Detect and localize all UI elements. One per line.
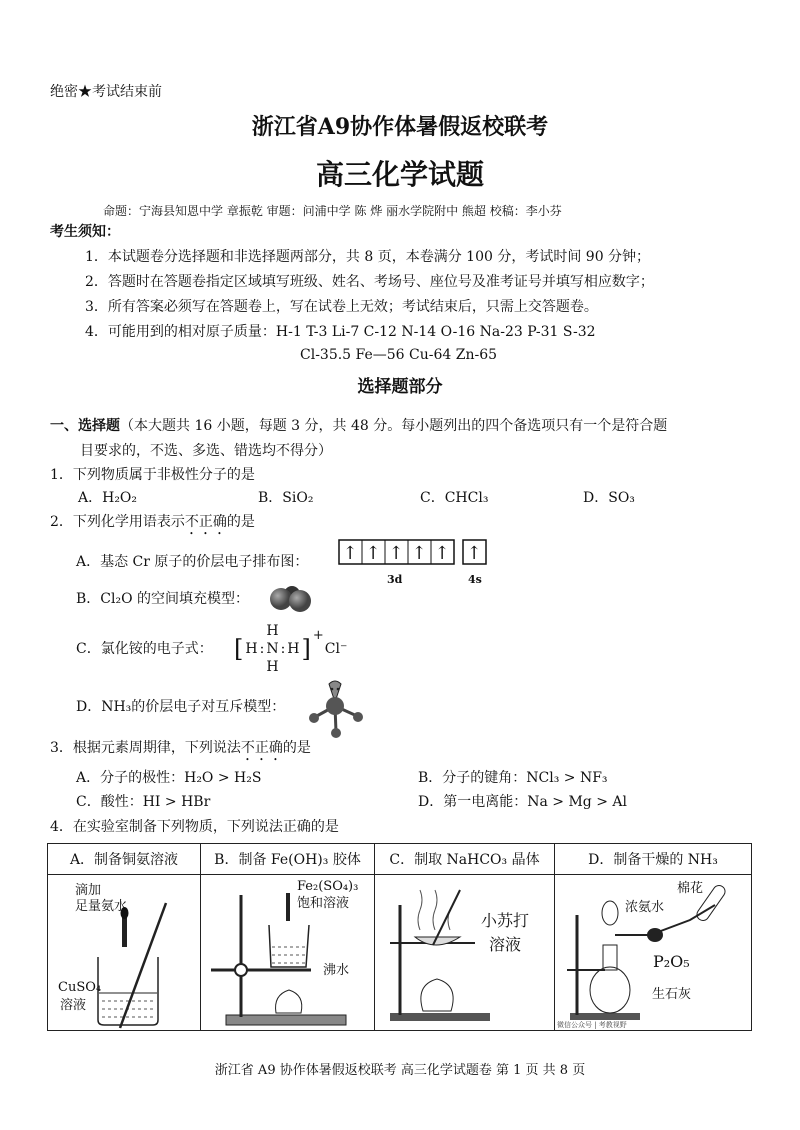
- label-ammonia: 足量氨水: [75, 899, 128, 914]
- apparatus-b: [201, 875, 375, 1031]
- section-intro-cont: 目要求的，不选、多选、错选均不得分）: [80, 443, 332, 459]
- cl-ion: Cl⁻: [324, 641, 348, 657]
- orbital-diagram: [338, 538, 508, 570]
- q1-stem: 1．下列物质属于非极性分子的是: [50, 467, 255, 483]
- q2-option-d: D．NH₃的价层电子对互斥模型：: [76, 699, 286, 715]
- q1-option-a: A．H₂O₂: [78, 490, 138, 506]
- apparatus-d: [555, 875, 752, 1031]
- svg-text:↑: ↑: [411, 543, 427, 564]
- colon-right: [279, 640, 288, 658]
- q3-option-b: B．分子的键角：NCl₃ > NF₃: [418, 770, 608, 786]
- exam-title: 浙江省A9协作体暑假返校联考: [251, 114, 549, 140]
- q4-header-a: A．制备铜氨溶液: [48, 844, 201, 875]
- q4-header-b: B．制备 Fe(OH)₃ 胶体: [201, 844, 375, 875]
- bracket-right: ]: [301, 635, 311, 663]
- q4-options-table: [47, 843, 752, 1031]
- notice-item: 2．答题时在答题卷指定区域填写班级、姓名、考场号、座位号及准考证号并填写相应数字；: [85, 274, 654, 290]
- apparatus-c: [375, 875, 555, 1031]
- label-boiling-water: 沸水: [323, 963, 350, 978]
- q1-option-d: D．SO₃: [583, 490, 635, 506]
- q4-header-d: D．制备干燥的 NH₃: [555, 844, 752, 875]
- q4-header-c: C．制取 NaHCO₃ 晶体: [375, 844, 555, 875]
- notice-masses-cont: Cl-35.5 Fe—56 Cu-64 Zn-65: [300, 347, 498, 363]
- plus-sign: +: [312, 628, 324, 643]
- q1-option-b: B．SiO₂: [258, 490, 314, 506]
- h-bottom: H: [266, 659, 279, 675]
- svg-text:↑: ↑: [434, 543, 450, 564]
- q3-stem: 3．根据元素周期律，下列说法: [50, 740, 241, 756]
- q3-stem-end: 的是: [282, 740, 311, 756]
- evaporation-apparatus-icon: [375, 875, 554, 1030]
- q1-option-c: C．CHCl₃: [420, 490, 489, 506]
- n-atom: N: [266, 641, 279, 657]
- secret-label: 绝密★考试结束前: [50, 84, 162, 100]
- q2-emph: 不正确: [184, 514, 227, 530]
- q3-emph: 不正确: [240, 740, 283, 756]
- section-title: 选择题部分: [357, 377, 443, 397]
- svg-text:↑: ↑: [365, 543, 381, 564]
- q2-option-b: B．Cl₂O 的空间填充模型：: [76, 591, 250, 607]
- svg-text:↑: ↑: [342, 543, 358, 564]
- n-column: [266, 622, 278, 676]
- label-baking-soda: 小苏打: [481, 911, 530, 930]
- svg-text:↑: ↑: [388, 543, 404, 564]
- q4-stem: 4．在实验室制备下列物质，下列说法正确的是: [50, 819, 339, 835]
- svg-text:↑: ↑: [466, 543, 482, 564]
- watermark: 微信公众号 | 考教视野: [557, 1021, 627, 1029]
- q3-option-c: C．酸性：HI > HBr: [76, 794, 211, 810]
- label-3d: 3d: [387, 573, 403, 586]
- q3-option-d: D．第一电离能：Na > Mg > Al: [418, 794, 627, 810]
- q2-option-c: C．氯化铵的电子式：: [76, 641, 213, 657]
- credits: 命题：宁海县知恩中学 章振乾 审题：问浦中学 陈 烨 丽水学院附中 熊超 校稿：李小芬: [103, 204, 562, 218]
- notice-heading: 考生须知：: [50, 224, 120, 240]
- label-4s: 4s: [468, 573, 482, 586]
- label-p2o5: P₂O₅: [653, 952, 690, 971]
- notice-item: 1．本试题卷分选择题和非选择题两部分，共 8 页，本卷满分 100 分，考试时间 90 分钟；: [85, 249, 651, 265]
- label-cuso4: CuSO₄: [58, 980, 102, 995]
- bracket-left: [: [234, 635, 244, 663]
- q2-stem-end: 的是: [226, 514, 255, 530]
- apparatus-a: [48, 875, 201, 1031]
- label-solution-c: 溶液: [489, 935, 522, 954]
- ammonium-chloride-formula: [232, 617, 347, 681]
- label-quicklime: 生石灰: [652, 987, 692, 1002]
- label-solution: 溶液: [60, 998, 87, 1013]
- q2-option-a: A．基态 Cr 原子的价层电子排布图：: [76, 554, 309, 570]
- q2-stem: 2．下列化学用语表示: [50, 514, 185, 530]
- section-label: 一、选择题: [50, 418, 120, 434]
- page-footer: 浙江省 A9 协作体暑假返校联考 高三化学试题卷 第 1 页 共 8 页: [214, 1063, 586, 1078]
- notice-item: 4．可能用到的相对原子质量：H-1 T-3 Li-7 C-12 N-14 O-16 Na-23 P-31 S-32: [85, 324, 596, 340]
- h-right: H: [287, 641, 300, 657]
- notice-item: 3．所有答案必须写在答题卷上，写在试卷上无效；考试结束后，只需上交答题卷。: [85, 299, 598, 315]
- label-cotton: 棉花: [677, 881, 704, 896]
- h-left: H :: [245, 640, 266, 658]
- h-top: H: [266, 623, 279, 639]
- section-intro: （本大题共 16 小题，每题 3 分，共 48 分。每小题列出的四个备选项只有一个是符合题: [120, 418, 668, 434]
- label-conc-ammonia: 浓氨水: [625, 900, 665, 915]
- label-dropwise: 滴加: [75, 883, 102, 898]
- exam-subtitle: 高三化学试题: [315, 158, 484, 191]
- nh3-vsepr-model-icon: [305, 680, 365, 738]
- label-saturated: 饱和溶液: [297, 896, 350, 911]
- label-fe2so43: Fe₂(SO₄)₃: [297, 879, 359, 894]
- cl2o-model-icon: [268, 584, 318, 614]
- q3-option-a: A．分子的极性：H₂O > H₂S: [76, 770, 262, 786]
